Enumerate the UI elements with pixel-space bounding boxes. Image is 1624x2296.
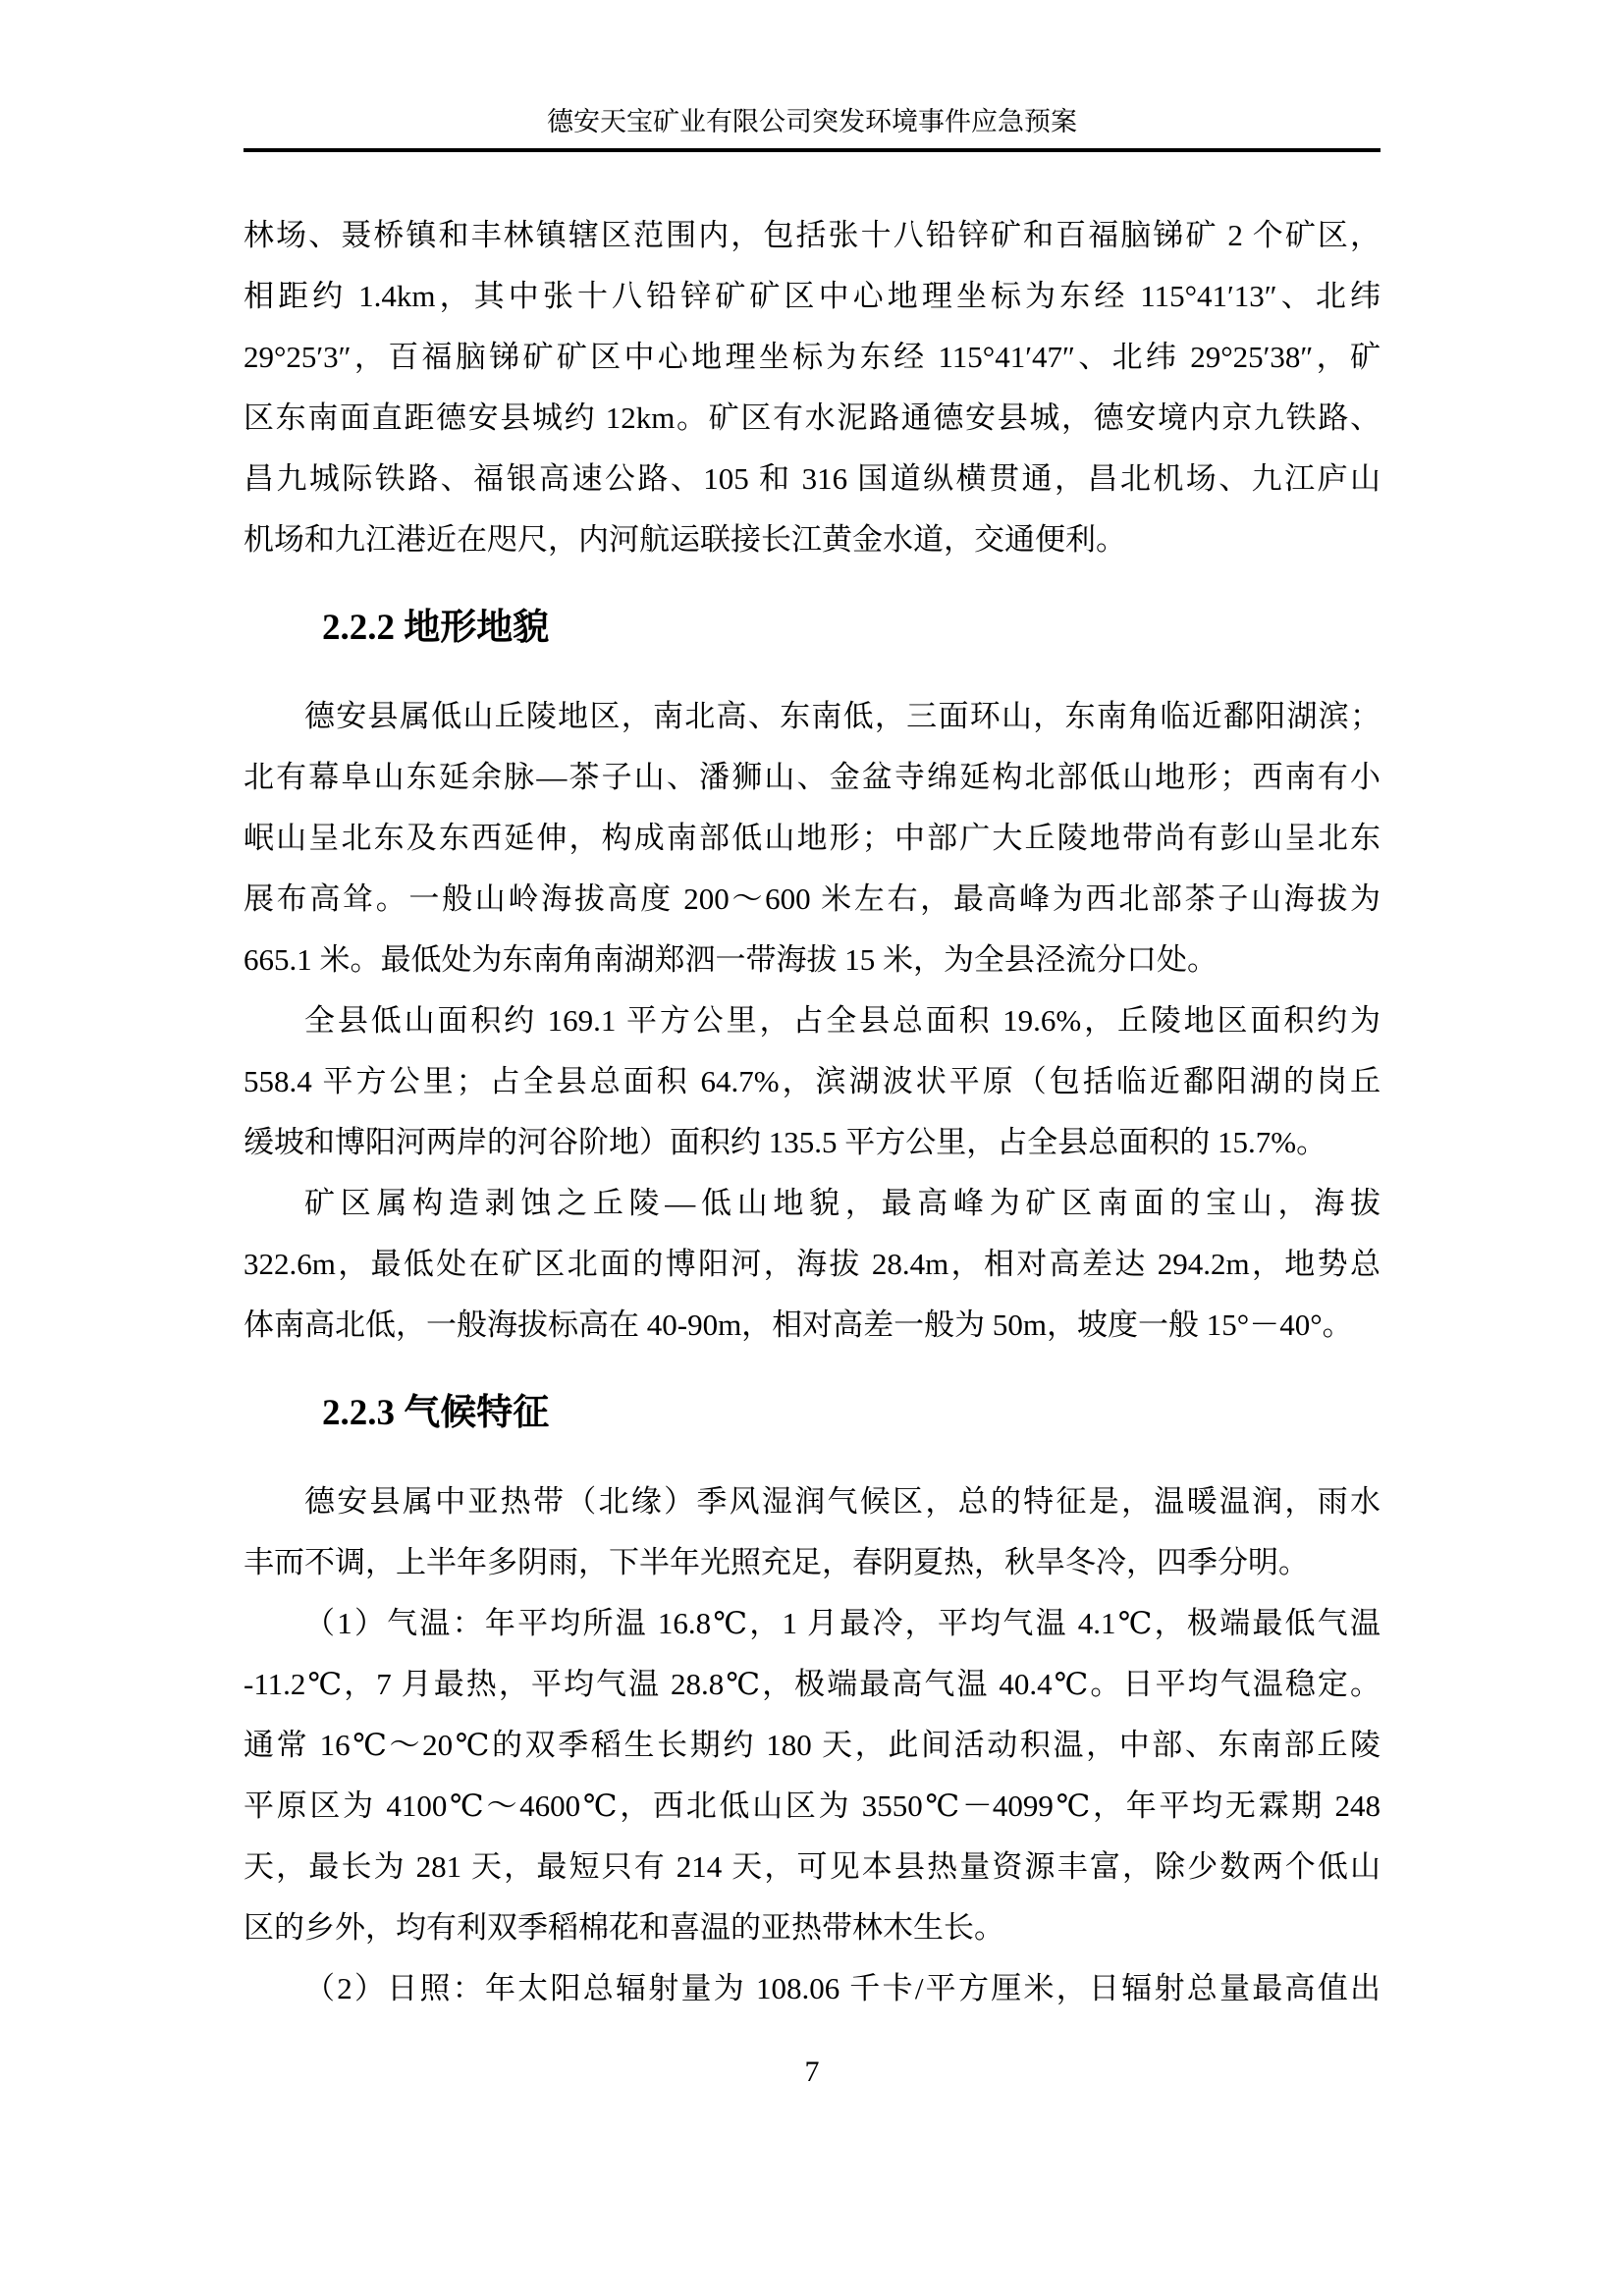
text-line: 德安县属中亚热带（北缘）季风湿润气候区，总的特征是，温暖温润，雨水 [304,1484,1380,1519]
text-line: 全县低山面积约 169.1 平方公里，占全县总面积 19.6%，丘陵地区面积约为 [304,1003,1380,1038]
page-number: 7 [804,2056,820,2088]
section-heading: 2.2.2 地形地貌 [322,608,550,648]
text-line: 林场、聂桥镇和丰林镇辖区范围内，包括张十八铅锌矿和百福脑锑矿 2 个矿区， [244,218,1380,252]
text-line: 德安县属低山丘陵地区，南北高、东南低，三面环山，东南角临近鄱阳湖滨； [304,699,1380,733]
text-line: -11.2℃，7 月最热，平均气温 28.8℃，极端最高气温 40.4℃。日平均气温稳定。 [244,1667,1380,1701]
text-line: 丰而不调，上半年多阴雨，下半年光照充足，春阴夏热，秋旱冬冷，四季分明。 [244,1545,1309,1579]
paragraph [244,1471,1380,1593]
document-body [244,205,1380,2019]
paragraph [244,1173,1380,1356]
paragraph [244,1593,1380,1958]
text-line: 区东南面直距德安县城约 12km。矿区有水泥路通德安县城，德安境内京九铁路、 [244,400,1380,435]
text-line: 矿区属构造剥蚀之丘陵—低山地貌，最高峰为矿区南面的宝山，海拔 [304,1186,1380,1220]
text-line: 322.6m，最低处在矿区北面的博阳河，海拔 28.4m，相对高差达 294.2m，地势总 [244,1247,1380,1281]
text-line: （2）日照：年太阳总辐射量为 108.06 千卡/平方厘米，日辐射总量最高值出 [304,1971,1380,2005]
text-line: 558.4 平方公里；占全县总面积 64.7%，滨湖波状平原（包括临近鄱阳湖的岗丘 [244,1064,1380,1098]
text-line: 北有幕阜山东延余脉—茶子山、潘狮山、金盆寺绵延构北部低山地形；西南有小 [244,760,1380,794]
text-line: 昌九城际铁路、福银高速公路、105 和 316 国道纵横贯通，昌北机场、九江庐山 [244,461,1380,496]
text-line: 相距约 1.4km，其中张十八铅锌矿矿区中心地理坐标为东经 115°41′13″、北纬 [244,279,1380,313]
text-line: 体南高北低，一般海拔标高在 40-90m，相对高差一般为 50m，坡度一般 15°－40°。 [244,1308,1353,1342]
paragraph [244,686,1380,990]
text-line: 缓坡和博阳河两岸的河谷阶地）面积约 135.5 平方公里，占全县总面积的 15.7%。 [244,1125,1327,1159]
text-line: 通常 16℃～20℃的双季稻生长期约 180 天，此间活动积温，中部、东南部丘陵 [244,1728,1380,1762]
section-heading: 2.2.3 气候特征 [322,1393,550,1433]
paragraph [244,1958,1380,2019]
paragraph [244,990,1380,1173]
text-line: 岷山呈北东及东西延伸，构成南部低山地形；中部广大丘陵地带尚有彭山呈北东 [244,821,1380,855]
paragraph [244,205,1380,570]
text-line: 机场和九江港近在咫尺，内河航运联接长江黄金水道，交通便利。 [244,522,1126,557]
text-line: 天，最长为 281 天，最短只有 214 天，可见本县热量资源丰富，除少数两个低山 [244,1849,1380,1884]
page-header [244,100,1380,152]
text-line: 区的乡外，均有利双季稻棉花和喜温的亚热带林木生长。 [244,1910,1004,1945]
text-line: 29°25′3″，百福脑锑矿矿区中心地理坐标为东经 115°41′47″、北纬 29°25′38″，矿 [244,340,1380,374]
header-title: 德安天宝矿业有限公司突发环境事件应急预案 [547,107,1077,136]
page-footer [0,2042,1624,2103]
text-line: 平原区为 4100℃～4600℃，西北低山区为 3550℃－4099℃，年平均无霖期 248 [244,1789,1380,1823]
text-line: 展布高耸。一般山岭海拔高度 200～600 米左右，最高峰为西北部茶子山海拔为 [244,881,1380,916]
text-line: 665.1 米。最低处为东南角南湖郑泗一带海拔 15 米，为全县泾流分口处。 [244,942,1218,977]
text-line: （1）气温：年平均所温 16.8℃，1 月最冷，平均气温 4.1℃，极端最低气温 [304,1606,1380,1640]
